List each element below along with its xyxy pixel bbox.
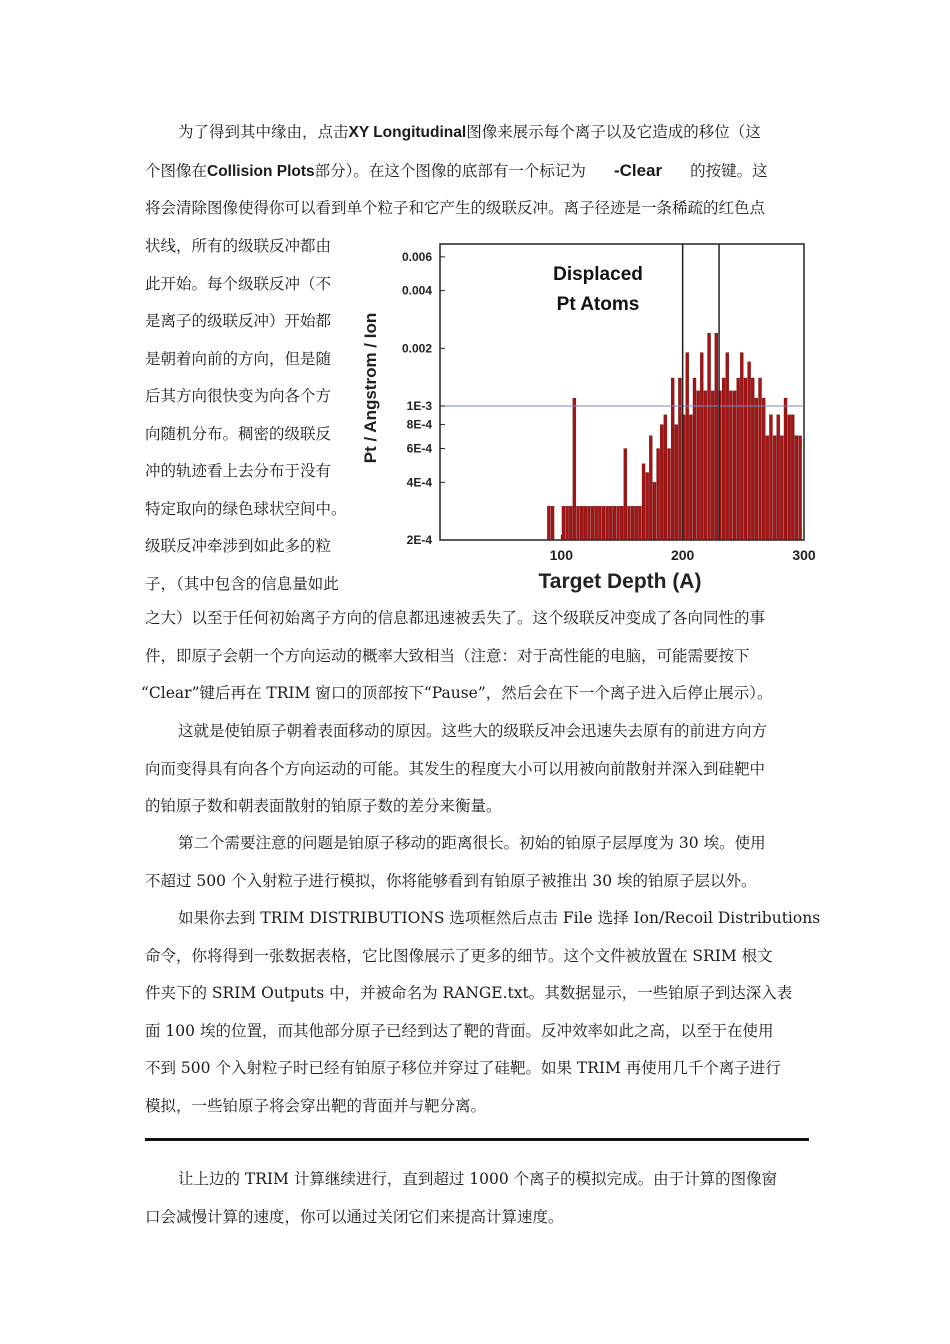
text-line: 让上边的 TRIM 计算继续进行，直到超过 1000 个离子的模拟完成。由于计算的图像窗 (178, 1170, 778, 1188)
text-line: 这就是使铂原子朝着表面移动的原因。这些大的级联反冲会迅速失去原有的前进方向方 (178, 722, 768, 740)
data-bar (799, 436, 802, 540)
paragraph-5 (145, 1161, 807, 1236)
text-line: “Clear”键后再在 TRIM 窗口的顶部按下“Pause”，然后会在下一个离子进入后停止展示）。 (141, 684, 773, 702)
data-bar (755, 398, 758, 540)
data-bar (569, 506, 572, 540)
data-bar (573, 398, 576, 540)
data-bar (769, 415, 772, 540)
text-fragment: 部分）。在这个图像的底部有一个标记为 (314, 161, 586, 180)
displaced-pt-atoms-chart (360, 236, 820, 600)
data-bar (627, 506, 630, 540)
data-bar (777, 415, 780, 540)
data-bar (766, 436, 769, 540)
x-tick-label: 200 (670, 547, 695, 563)
data-bar (784, 398, 787, 540)
text-line: 级联反冲牵涉到如此多的粒 (145, 537, 332, 555)
data-bar (740, 353, 743, 540)
data-bar (762, 398, 765, 540)
text-line: 第二个需要注意的问题是铂原子移动的距离很长。初始的铂原子层厚度为 30 埃。使用 (178, 834, 766, 852)
data-bar (671, 378, 674, 540)
text-line: 模拟，一些铂原子将会穿出靶的背面并与靶分离。 (145, 1096, 487, 1115)
data-bar (591, 506, 594, 540)
data-bar (657, 449, 660, 540)
x-tick-label: 300 (792, 547, 816, 563)
text-fragment: 为了得到其中缘由，点击 (178, 123, 349, 141)
data-bar (580, 506, 583, 540)
data-bar (547, 506, 550, 540)
data-bar (624, 449, 627, 540)
data-bar (646, 472, 649, 540)
text-line: 命令，你将得到一张数据表格，它比图像展示了更多的细节。这个文件被放置在 SRIM 根文 (145, 946, 773, 965)
text-line: 是离子的级联反冲）开始都 (145, 312, 332, 330)
data-bar (631, 506, 634, 540)
paragraph-1-wrapped-column (145, 228, 353, 603)
y-tick-label: 0.004 (401, 283, 432, 298)
data-bar (689, 415, 692, 540)
data-bar (759, 378, 762, 540)
data-bar (715, 333, 718, 540)
paragraph-3 (145, 825, 807, 900)
data-bar (635, 506, 638, 540)
data-bar (638, 506, 641, 540)
y-tick-label: 8E-4 (406, 417, 432, 432)
paragraph-4 (145, 900, 821, 1125)
text-line: 此开始。每个级联反冲（不 (145, 274, 332, 293)
text-line: 件夹下的 SRIM Outputs 中，并被命名为 RANGE.txt。其数据显示，一些铂原子到达深入表 (145, 984, 793, 1002)
data-bar (788, 415, 791, 540)
data-bar (620, 506, 623, 540)
text-line: 不超过 500 个入射粒子进行模拟，你将能够看到有铂原子被推出 30 埃的铂原子层以外。 (145, 871, 757, 890)
text-line: 面 100 埃的位置，而其他部分原子已经到达了靶的背面。反冲效率如此之高，以至于在使用 (145, 1021, 774, 1040)
data-bar (649, 436, 652, 540)
data-bar (566, 506, 569, 540)
data-bar (664, 415, 667, 540)
text-line: 是朝着向前的方向，但是随 (145, 349, 332, 368)
data-bar (704, 391, 707, 540)
text-line: 件，即原子会朝一个方向运动的概率大致相当（注意：对于高性能的电脑，可能需要按下 (145, 646, 750, 665)
data-bar (562, 506, 565, 540)
data-bar (551, 506, 554, 540)
data-bar (693, 378, 696, 540)
text-line: 特定取向的绿色球状空间中。 (145, 499, 347, 518)
data-bar (678, 378, 681, 540)
y-axis-label: Pt / Angstrom / Ion (361, 312, 380, 464)
text-line: 如果你去到 TRIM DISTRIBUTIONS 选项框然后点击 File 选择 Ion/Recoil Distributions (178, 909, 821, 927)
data-bar (609, 506, 612, 540)
data-bar (773, 436, 776, 540)
data-bar (711, 391, 714, 540)
data-bar (708, 333, 711, 540)
data-bar (595, 506, 598, 540)
data-bar (722, 378, 725, 540)
data-bar (686, 353, 689, 540)
data-bar (660, 425, 663, 540)
y-tick-label: 0.006 (401, 249, 432, 264)
text-fragment: 的按键。这 (690, 161, 768, 180)
data-bar (729, 391, 732, 540)
text-fragment: 个图像在 (145, 161, 208, 180)
text-line: 口会减慢计算的速度，你可以通过关闭它们来提高计算速度。 (145, 1207, 564, 1226)
data-bar (675, 425, 678, 540)
text-line: 后其方向很快变为向各个方 (145, 387, 332, 405)
clear-button-label: -Clear (613, 160, 663, 180)
data-bar (602, 506, 605, 540)
data-bar (577, 506, 580, 540)
chart-title-line: Pt Atoms (556, 294, 640, 315)
y-tick-label: 2E-4 (406, 533, 432, 547)
xy-longitudinal-term: XY Longitudinal (348, 124, 467, 141)
paragraph-2 (145, 713, 807, 826)
data-bar (606, 506, 609, 540)
y-tick-label: 0.002 (401, 341, 432, 356)
data-bar (795, 436, 798, 540)
y-tick-label: 4E-4 (406, 475, 432, 490)
paragraph-1-intro (145, 114, 807, 228)
data-bar (642, 464, 645, 540)
text-line: 冲的轨迹看上去分布于没有 (145, 462, 332, 480)
data-bar (737, 378, 740, 540)
y-tick-label: 1E-3 (406, 399, 432, 414)
text-line: 状线，所有的级联反冲都由 (145, 237, 332, 255)
paragraph-1-tail (141, 600, 807, 713)
text-line: 子，（其中包含的信息量如此 (145, 574, 339, 593)
text-line: 将会清除图像使得你可以看到单个粒子和它产生的级联反冲。离子径迹是一条稀疏的红色点 (145, 199, 766, 217)
y-tick-label: 6E-4 (406, 441, 432, 456)
data-bar (584, 506, 587, 540)
data-bar (748, 362, 751, 540)
x-tick-label: 100 (549, 547, 574, 563)
data-bar (780, 436, 783, 540)
data-bar (668, 449, 671, 540)
text-line: 的铂原子数和朝表面散射的铂原子数的差分来衡量。 (145, 797, 502, 815)
data-bar (791, 415, 794, 540)
collision-plots-term: Collision Plots (207, 162, 315, 180)
text-fragment: 图像来展示每个离子以及它造成的移位（这 (466, 123, 761, 141)
data-bar (726, 353, 729, 540)
data-bar (700, 353, 703, 540)
text-line: 向而变得具有向各个方向运动的可能。其发生的程度大小可以用被向前散射并深入到硅靶中 (145, 759, 766, 778)
data-bar (598, 506, 601, 540)
data-bar (587, 506, 590, 540)
text-line: 之大）以至于任何初始离子方向的信息都迅速被丢失了。这个级联反冲变成了各向同性的事 (145, 609, 766, 627)
data-bar (613, 506, 616, 540)
section-divider (145, 1138, 809, 1141)
text-line: 向随机分布。稠密的级联反 (145, 424, 332, 443)
data-bar (617, 506, 620, 540)
x-axis-label: Target Depth (A) (538, 570, 702, 593)
data-bar (653, 482, 656, 540)
chart-title-line: Displaced (553, 264, 643, 285)
data-bar (733, 391, 736, 540)
data-bar (744, 378, 747, 540)
data-bar (751, 378, 754, 540)
data-bar (697, 391, 700, 540)
text-line: 不到 500 个入射粒子时已经有铂原子移位并穿过了硅靶。如果 TRIM 再使用几千个离子进行 (145, 1059, 781, 1077)
